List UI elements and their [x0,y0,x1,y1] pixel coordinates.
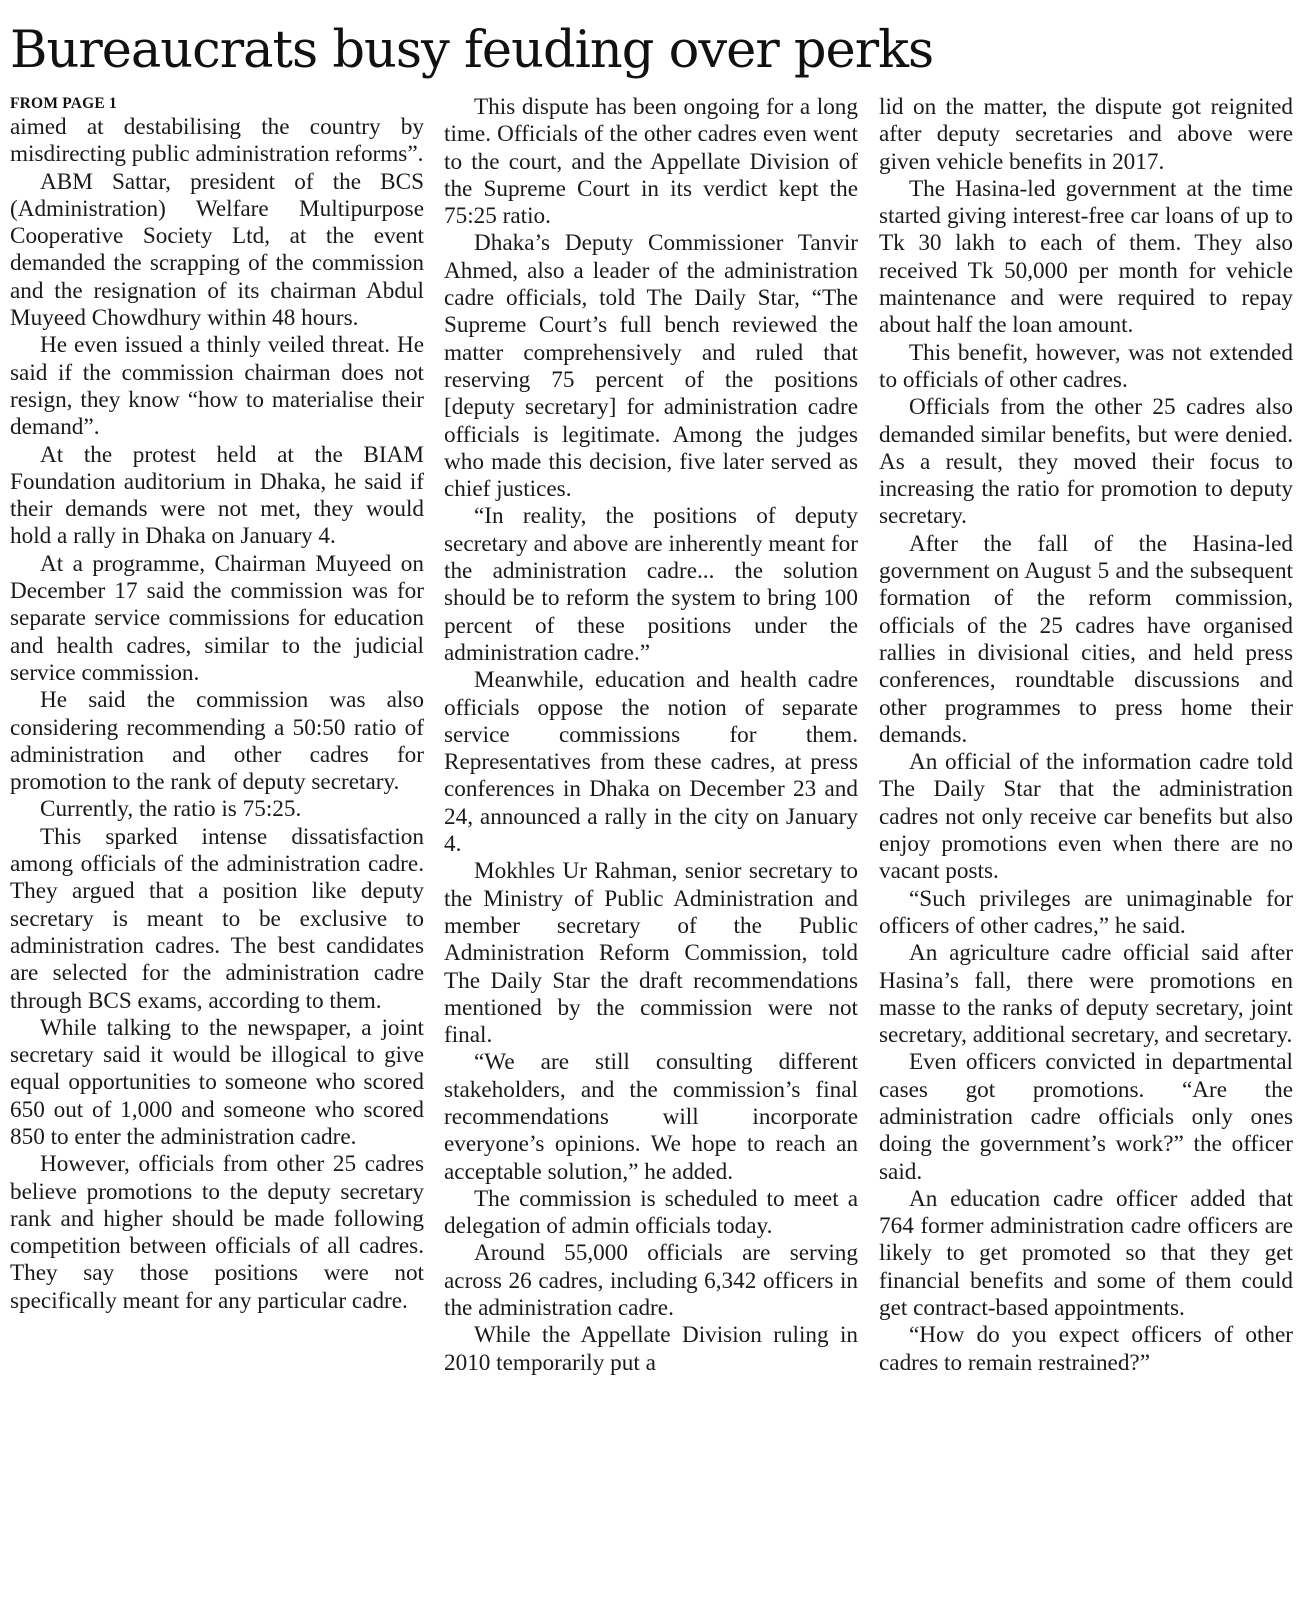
paragraph: Currently, the ratio is 75:25. [40,796,302,823]
paragraph: He even issued a thinly veiled threat. He said if the commission chairman does not resign, they know “how to materialise their demand”. [10,332,424,441]
paragraph: An official of the information cadre told The Daily Star that the administration cadres not only receive car benefits but also enjoy promotions even when there are no vacant posts. [879,749,1293,885]
paragraph: “How do you expect officers of other cadres to remain restrained?” [879,1322,1293,1376]
paragraph: The Hasina-led government at the time started giving interest-free car loans of up to Tk 30 lakh to each of them. They also received Tk 50,000 per month for vehicle maintenance and were required to repay about half the loan amount. [879,175,1293,339]
paragraph: However, officials from other 25 cadres believe promotions to the deputy secretary rank and higher should be made following competition between officials of all cadres. They say those positions were not specifically meant for any particular cadre. [10,1151,424,1314]
paragraph: While talking to the newspaper, a joint secretary said it would be illogical to give equal opportunities to someone who scored 650 out of 1,000 and someone who scored 850 to enter the administration cadre. [10,1014,424,1150]
headline: Bureaucrats busy feuding over perks [10,21,934,80]
paragraph: ABM Sattar, president of the BCS (Administration) Welfare Multipurpose Cooperative Society Ltd, at the event demanded the scrapping of the commission and the resignation of its chairman Abdul Muyeed Chowdhury within 48 hours. [10,168,424,332]
paragraph: At the protest held at the BIAM Foundation auditorium in Dhaka, he said if their demands were not met, they would hold a rally in Dhaka on January 4. [10,441,424,550]
paragraph: Even officers convicted in departmental cases got promotions. “Are the administration cadre officials only ones doing the government’s work?” the officer said. [879,1049,1293,1185]
paragraph: After the fall of the Hasina-led government on August 5 and the subsequent formation of the reform commission, officials of the 25 cadres have organised rallies in divisional cities, and held press conferences, roundtable discussions and other programmes to press home their demands. [879,530,1293,748]
paragraph: Dhaka’s Deputy Commissioner Tanvir Ahmed, also a leader of the administration cadre officials, told The Daily Star, “The Supreme Court’s full bench reviewed the matter comprehensively and ruled that reserving 75 percent of the positions [deputy secretary] for administration cadre officials is legitimate. Among the judges who made this decision, five later served as chief justices. [444,230,858,503]
paragraph: While the Appellate Division ruling in 2010 temporarily put a [444,1322,858,1376]
paragraph: “We are still consulting different stakeholders, and the commission’s final recommendations will incorporate everyone’s opinions. We hope to reach an acceptable solution,” he added. [444,1049,858,1185]
paragraph: Mokhles Ur Rahman, senior secretary to the Ministry of Public Administration and member secretary of the Public Administration Reform Commission, told The Daily Star the draft recommendations mentioned by the commission were not final. [444,858,858,1049]
paragraph: Officials from the other 25 cadres also demanded similar benefits, but were denied. As a result, they moved their focus to increasing the ratio for promotion to deputy secretary. [879,394,1293,530]
paragraph: aimed at destabilising the country by misdirecting public administration reforms”. [10,114,424,168]
paragraph: This dispute has been ongoing for a long time. Officials of the other cadres even went to the court, and the Appellate Division of the Supreme Court in its verdict kept the 75:25 ratio. [444,94,858,230]
paragraph: “Such privileges are unimaginable for officers of other cadres,” he said. [879,885,1293,939]
article-column-3 [879,94,1293,1609]
paragraph: He said the commission was also considering recommending a 50:50 ratio of administration and other cadres for promotion to the rank of deputy secretary. [10,687,424,796]
jump-label: FROM PAGE 1 [10,95,117,112]
paragraph: This benefit, however, was not extended to officials of other cadres. [879,339,1293,393]
article-column-2 [444,94,858,1609]
article-column-1 [10,94,424,1609]
paragraph: lid on the matter, the dispute got reignited after deputy secretaries and above were given vehicle benefits in 2017. [879,94,1293,175]
paragraph: An agriculture cadre official said after Hasina’s fall, there were promotions en masse to the ranks of deputy secretary, joint secretary, additional secretary, and secretary. [879,940,1293,1049]
paragraph: This sparked intense dissatisfaction among officials of the administration cadre. They argued that a position like deputy secretary is meant to be exclusive to administration cadres. The best candidates are selected for the administration cadre through BCS exams, according to them. [10,823,424,1014]
paragraph: Around 55,000 officials are serving across 26 cadres, including 6,342 officers in the administration cadre. [444,1240,858,1322]
paragraph: Meanwhile, education and health cadre officials oppose the notion of separate service commissions for them. Representatives from these cadres, at press conferences in Dhaka on December 23 and 24, announced a rally in the city on January 4. [444,667,858,858]
paragraph: An education cadre officer added that 764 former administration cadre officers are likely to get promoted so that they get financial benefits and some of them could get contract-based appointments. [879,1185,1293,1322]
paragraph: “In reality, the positions of deputy secretary and above are inherently meant for the administration cadre... the solution should be to reform the system to bring 100 percent of these positions under the administration cadre.” [444,503,858,666]
paragraph: The commission is scheduled to meet a delegation of admin officials today. [444,1185,858,1240]
paragraph: At a programme, Chairman Muyeed on December 17 said the commission was for separate service commissions for education and health cadres, similar to the judicial service commission. [10,550,424,686]
